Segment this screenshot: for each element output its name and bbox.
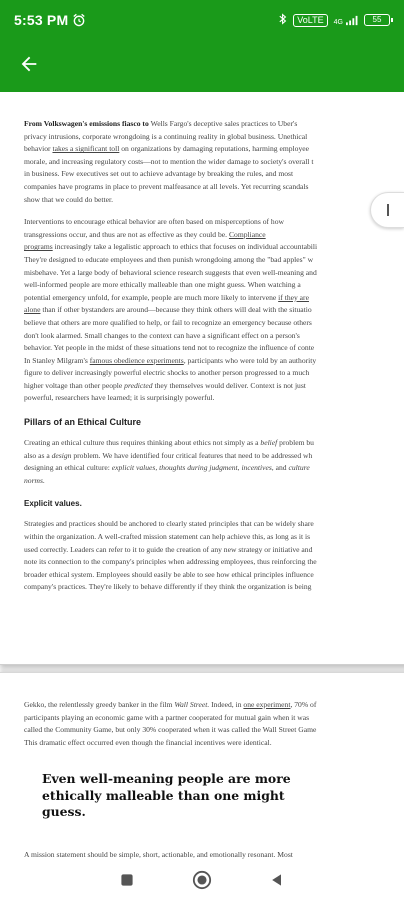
text-line: Gekko, the relentlessly greedy banker in the film Wall Street. Indeed, in one experiment, 70% of bbox=[24, 700, 317, 709]
inline-link[interactable]: takes a significant toll bbox=[52, 144, 120, 154]
text-line: norms. bbox=[24, 475, 45, 485]
text-line: Interventions to encourage ethical behavior are often based on misperceptions of how bbox=[24, 217, 284, 227]
text-line: This dramatic effect occurred even though the financial incentives were identical. bbox=[24, 737, 272, 747]
document-page-1 bbox=[0, 92, 404, 665]
text-line: called the Community Game, but only 30% cooperated when it was called the Wall Street Game bbox=[24, 725, 317, 735]
inline-link[interactable]: alone bbox=[24, 305, 41, 315]
text-line: participants playing an economic game with a partner cooperated for mutual gain when it was bbox=[24, 712, 310, 722]
text-line: don't look alarmed. Small changes to the context can have a significant effect on a person's bbox=[24, 330, 300, 340]
text-line: also as a design problem. We have identified four critical features that need to be addressed wh bbox=[24, 450, 313, 460]
paragraph-ethical-culture bbox=[24, 437, 404, 487]
text-line: in business. Few executives set out to achieve advantage by breaking the rules, and most bbox=[24, 169, 294, 179]
network-label: 4G bbox=[333, 18, 343, 26]
text-line: Creating an ethical culture thus requires thinking about ethics not simply as a belief problem bu bbox=[24, 438, 314, 448]
text-line: powerful, researchers have learned; it is surprisingly powerful. bbox=[24, 393, 215, 403]
signal-icon bbox=[334, 15, 358, 26]
arrow-back-icon[interactable] bbox=[18, 53, 40, 80]
inline-link[interactable]: Compliance bbox=[228, 229, 266, 239]
app-bar bbox=[0, 40, 404, 92]
text-line: show that we could do better. bbox=[24, 194, 113, 204]
section-heading: Pillars of an Ethical Culture bbox=[24, 417, 142, 428]
back-button[interactable] bbox=[266, 869, 288, 891]
navigation-bar bbox=[0, 860, 404, 900]
inline-link[interactable]: one experiment bbox=[243, 700, 291, 709]
inline-link[interactable]: if they are bbox=[278, 292, 309, 302]
text-line: broader ethical system. Employees should easily be able to see how ethical principles influence bbox=[24, 569, 314, 579]
text-line: note its connection to the company's principles when addressing employees, thus reinforcing the bbox=[24, 557, 317, 567]
text-line: figure to deliver increasingly powerful electric shocks to another person progressed to a much bbox=[24, 368, 310, 378]
text-line: within the organization. A well-crafted mission statement can help achieve this, as long as it is bbox=[24, 532, 311, 542]
text-line: designing an ethical culture: explicit values, thoughts during judgment, incentives, and culture bbox=[24, 463, 310, 473]
text-line: alone than if other bystanders are around—because they think others will deal with the situatio bbox=[24, 305, 312, 315]
inline-link[interactable]: programs bbox=[24, 242, 53, 252]
text-line: Strategies and practices should be anchored to clearly stated principles that can be widely share bbox=[24, 519, 314, 529]
recents-button[interactable] bbox=[116, 869, 138, 891]
paragraph-mission: A mission statement should be simple, short, actionable, and emotionally resonant. Most bbox=[24, 849, 293, 859]
text-line: misbehave. Yet a large body of behavioral science research suggests that even well-meaning and bbox=[24, 267, 317, 277]
text-line: behavior takes a significant toll on organizations by damaging reputations, harming employee bbox=[24, 144, 309, 154]
inline-link[interactable]: famous obedience experiments bbox=[89, 355, 184, 365]
home-button[interactable] bbox=[191, 869, 213, 891]
text-line: behavior. Yet people in the midst of these situations tend not to recognize the influence of conte bbox=[24, 343, 315, 353]
document-viewer[interactable] bbox=[0, 92, 404, 860]
alarm-icon bbox=[72, 13, 86, 27]
document-page-2 bbox=[0, 672, 404, 860]
bluetooth-icon bbox=[279, 13, 287, 28]
text-line: morale, and increasing regulatory costs—not to mention the wider damage to society's overall t bbox=[24, 156, 314, 166]
text-line: company's practices. They're likely to behave differently if they think the organization is being bbox=[24, 582, 312, 592]
status-icons bbox=[279, 13, 390, 28]
paragraph-interventions bbox=[24, 216, 404, 405]
text-line: companies have programs in place to prevent malfeasance at all levels. Yet recurring scandals bbox=[24, 181, 309, 191]
text-line: transgressions occur, and thus are not as effective as they could be. Compliance bbox=[24, 229, 266, 239]
paragraph-intro bbox=[24, 118, 404, 206]
text-line: They're designed to educate employees and then punish wrongdoing among the "bad apples" w bbox=[24, 254, 314, 264]
text-line: higher voltage than other people predicted they themselves would deliver. Context is not just bbox=[24, 380, 306, 390]
status-time: 5:53 PM bbox=[14, 12, 69, 28]
volte-icon: VoLTE bbox=[293, 14, 327, 27]
text-line: From Volkswagen's emissions fiasco to Wells Fargo's deceptive sales practices to Uber's bbox=[24, 119, 298, 128]
battery-icon: 55 bbox=[364, 14, 390, 26]
text-line: privacy intrusions, corporate wrongdoing is a continuing reality in global business. Unethical bbox=[24, 131, 308, 141]
scroll-handle[interactable] bbox=[370, 192, 404, 228]
scroll-handle-grip bbox=[387, 204, 389, 216]
pull-quote: Even well-meaning people are more ethically malleable than one might guess. bbox=[42, 771, 291, 820]
paragraph-explicit-values bbox=[24, 518, 404, 594]
status-bar bbox=[0, 0, 404, 40]
text-line: programs increasingly take a legalistic approach to ethics that focuses on individual accountabili bbox=[24, 242, 318, 252]
sub-heading: Explicit values. bbox=[24, 499, 82, 509]
text-line: In Stanley Milgram's famous obedience experiments, participants who were told by an authority bbox=[24, 355, 317, 365]
text-line: used correctly. Leaders can refer to it to guide the creation of any new strategy or initiative and bbox=[24, 544, 313, 554]
paragraph-gekko bbox=[24, 699, 404, 749]
text-line: believe that others are more qualified to help, or fail to recognize an emergency because others bbox=[24, 317, 312, 327]
text-line: well-informed people are more ethically malleable than one might guess. When watching a bbox=[24, 280, 301, 290]
text-line: potential emergency unfold, for example, people are much more likely to intervene if they are bbox=[24, 292, 309, 302]
